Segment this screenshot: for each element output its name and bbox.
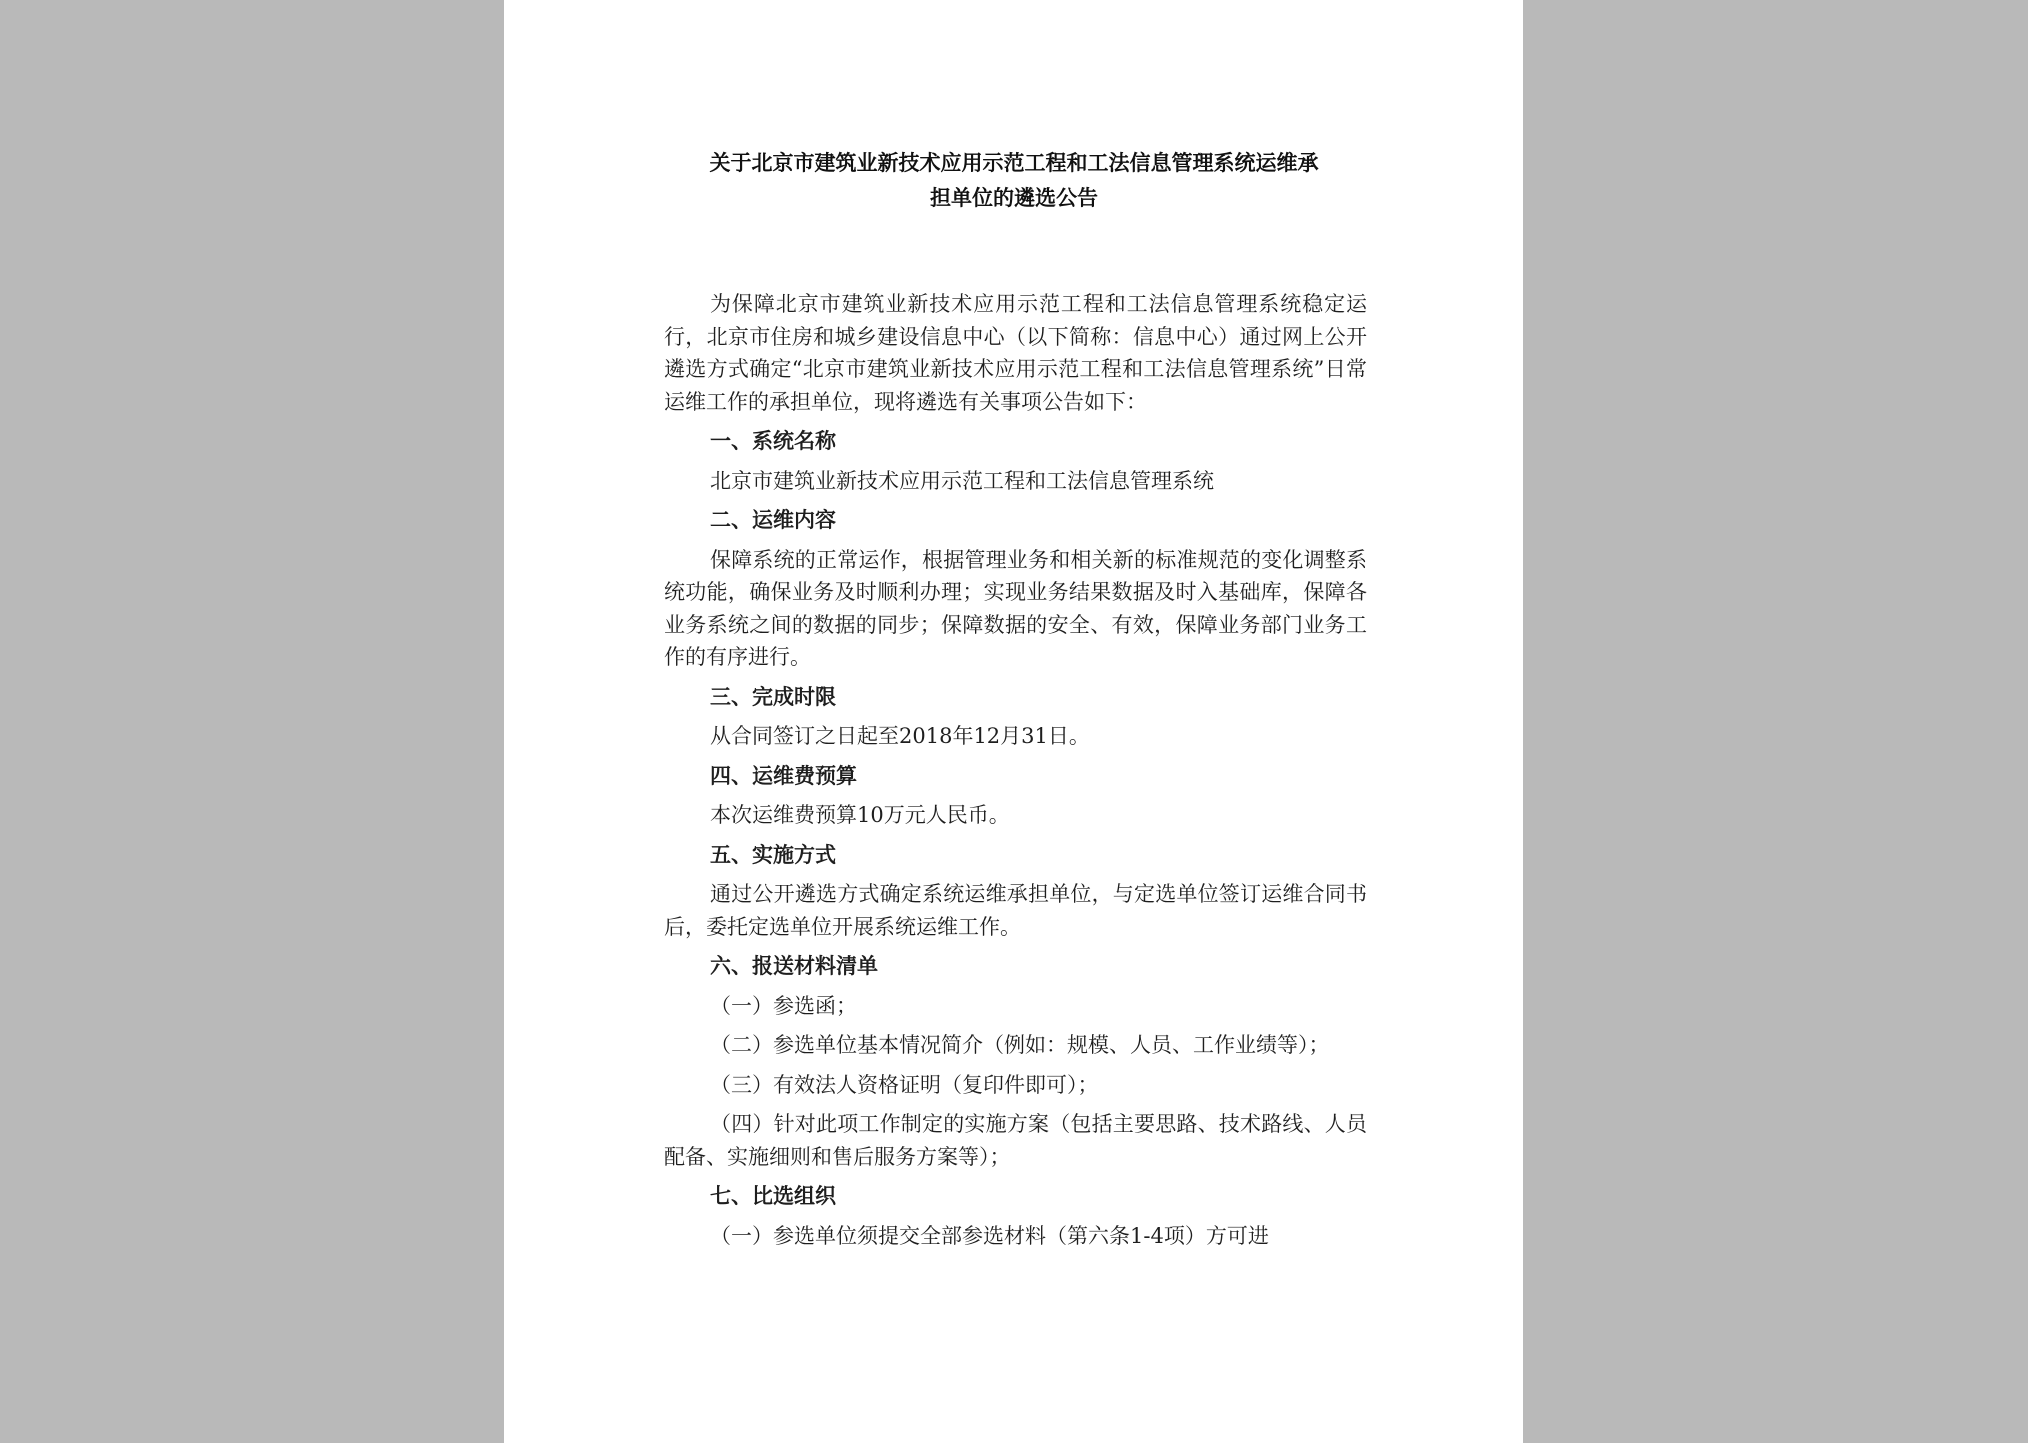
document-title — [664, 146, 1364, 216]
section-heading-implementation: 五、实施方式 — [710, 842, 836, 867]
section-heading-materials-list: 六、报送材料清单 — [710, 954, 878, 978]
section-content-implementation: 通过公开遴选方式确定系统运维承担单位，与定选单位签订运维合同书后，委托定选单位开展系统运维工作。 — [664, 882, 1367, 939]
intro-paragraph: 为保障北京市建筑业新技术应用示范工程和工法信息管理系统稳定运行，北京市住房和城乡建设信息中心（以下简称：信息中心）通过网上公开遴选方式确定“北京市建筑业新技术应用示范工程和工法信息管理系统”日常运维工作的承担单位，现将遴选有关事项公告如下： — [664, 292, 1367, 414]
document-page — [504, 0, 1523, 1443]
section-heading-maintenance-content: 二、运维内容 — [710, 508, 836, 532]
section-content-maintenance-content: 保障系统的正常运作，根据管理业务和相关新的标准规范的变化调整系统功能，确保业务及时顺利办理；实现业务结果数据及时入基础库，保障各业务系统之间的数据的同步；保障数据的安全、有效，保障业务部门业务工作的有序进行。 — [664, 547, 1367, 669]
selection-item-1: （一）参选单位须提交全部参选材料（第六条1-4项）方可进 — [710, 1223, 1269, 1248]
document-body — [664, 288, 1367, 1259]
section-heading-budget: 四、运维费预算 — [710, 763, 857, 788]
materials-item-2: （二）参选单位基本情况简介（例如：规模、人员、工作业绩等）； — [710, 1033, 1330, 1057]
materials-item-1: （一）参选函； — [710, 993, 857, 1018]
materials-item-3: （三）有效法人资格证明（复印件即可）； — [710, 1072, 1099, 1097]
section-content-system-name: 北京市建筑业新技术应用示范工程和工法信息管理系统 — [710, 468, 1214, 493]
section-heading-system-name: 一、系统名称 — [710, 429, 836, 453]
section-heading-deadline: 三、完成时限 — [710, 684, 836, 709]
section-content-budget: 本次运维费预算10万元人民币。 — [710, 803, 1010, 827]
document-title-line-1: 关于北京市建筑业新技术应用示范工程和工法信息管理系统运维承 — [709, 151, 1319, 175]
section-content-deadline: 从合同签订之日起至2018年12月31日。 — [710, 724, 1090, 748]
document-title-line-2: 担单位的遴选公告 — [930, 186, 1098, 210]
materials-item-4: （四）针对此项工作制定的实施方案（包括主要思路、技术路线、人员配备、实施细则和售后服务方案等）； — [664, 1112, 1367, 1169]
section-heading-selection-organization: 七、比选组织 — [710, 1184, 836, 1208]
